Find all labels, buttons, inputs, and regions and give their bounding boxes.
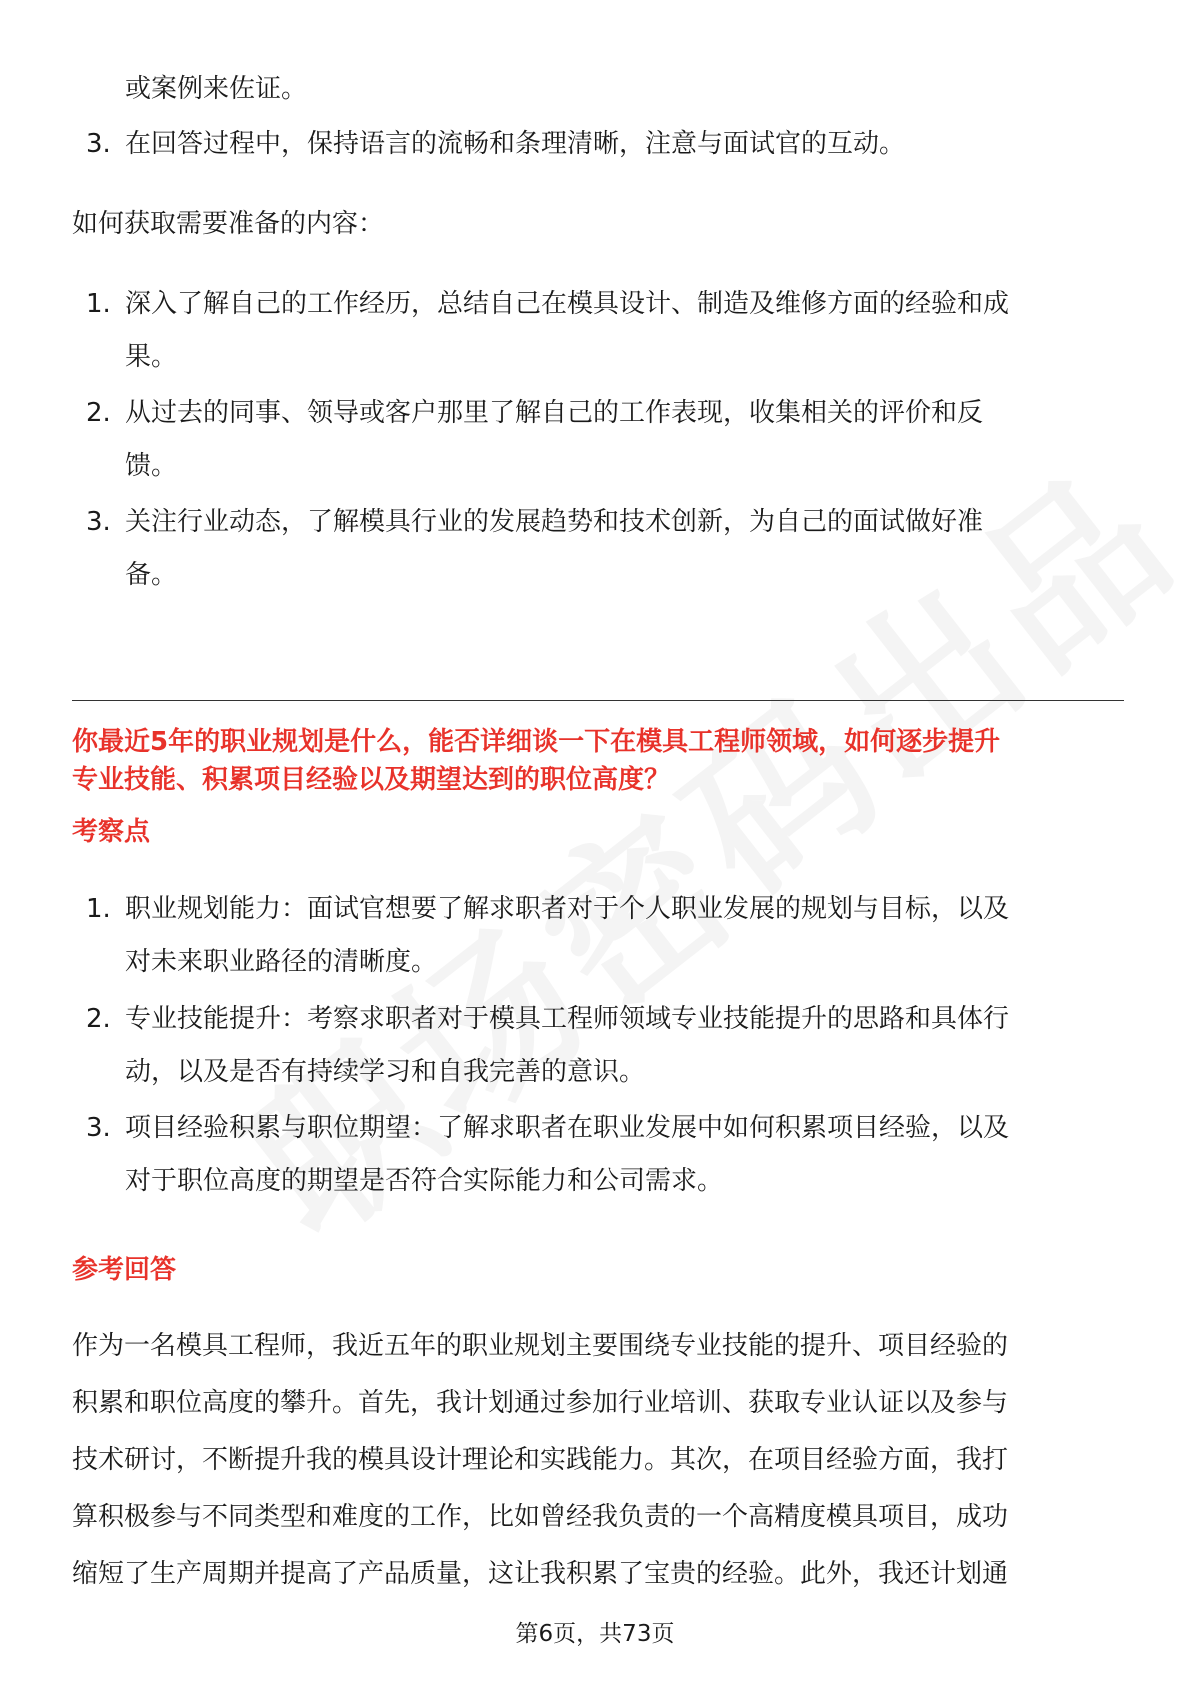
list-number: 3. — [86, 1113, 111, 1143]
list-item-text: 果。 — [125, 342, 178, 372]
list-item-text: 对于职位高度的期望是否符合实际能力和公司需求。 — [125, 1166, 724, 1196]
list-number: 1. — [86, 289, 111, 319]
list-number: 2. — [86, 398, 111, 428]
list-item-text: 项目经验积累与职位期望：了解求职者在职业发展中如何积累项目经验，以及 — [125, 1113, 1010, 1143]
list-number: 3. — [86, 507, 111, 537]
answer-line: 技术研讨，不断提升我的模具设计理论和实践能力。其次，在项目经验方面，我打 — [72, 1445, 1009, 1475]
list-item-text: 动，以及是否有持续学习和自我完善的意识。 — [125, 1057, 646, 1087]
list-item-text: 专业技能提升：考察求职者对于模具工程师领域专业技能提升的思路和具体行 — [125, 1004, 1010, 1034]
answer-line: 作为一名模具工程师，我近五年的职业规划主要围绕专业技能的提升、项目经验的 — [72, 1331, 1009, 1361]
list-item-text: 关注行业动态，了解模具行业的发展趋势和技术创新，为自己的面试做好准 — [125, 507, 984, 537]
answer-line: 算积极参与不同类型和难度的工作，比如曾经我负责的一个高精度模具项目，成功 — [72, 1502, 1009, 1532]
list-item-text: 备。 — [125, 560, 178, 590]
list-number: 2. — [86, 1004, 111, 1034]
list-item-text: 馈。 — [125, 451, 178, 481]
page-footer: 第6页，共73页 — [515, 1621, 675, 1647]
list-item-text: 在回答过程中，保持语言的流畅和条理清晰，注意与面试官的互动。 — [125, 129, 906, 159]
answer-line: 积累和职位高度的攀升。首先，我计划通过参加行业培训、获取专业认证以及参与 — [72, 1388, 1009, 1418]
answer-heading: 参考回答 — [72, 1255, 177, 1285]
section-divider — [72, 700, 1124, 701]
continuation-line: 或案例来佐证。 — [125, 74, 308, 104]
answer-line: 缩短了生产周期并提高了产品质量，这让我积累了宝贵的经验。此外，我还计划通 — [72, 1559, 1009, 1589]
list-number: 3. — [86, 129, 111, 159]
list-item-text: 对未来职业路径的清晰度。 — [125, 947, 438, 977]
list-item-text: 深入了解自己的工作经历，总结自己在模具设计、制造及维修方面的经验和成 — [125, 289, 1010, 319]
question-title: 你最近5年的职业规划是什么，能否详细谈一下在模具工程师领域，如何逐步提升 — [72, 727, 1001, 757]
list-number: 1. — [86, 894, 111, 924]
kaocha-heading: 考察点 — [72, 817, 151, 847]
list-item-text: 从过去的同事、领导或客户那里了解自己的工作表现，收集相关的评价和反 — [125, 398, 984, 428]
list-item-text: 职业规划能力：面试官想要了解求职者对于个人职业发展的规划与目标，以及 — [125, 894, 1010, 924]
prepare-heading: 如何获取需要准备的内容： — [72, 209, 385, 239]
question-title: 专业技能、积累项目经验以及期望达到的职位高度？ — [72, 765, 671, 795]
